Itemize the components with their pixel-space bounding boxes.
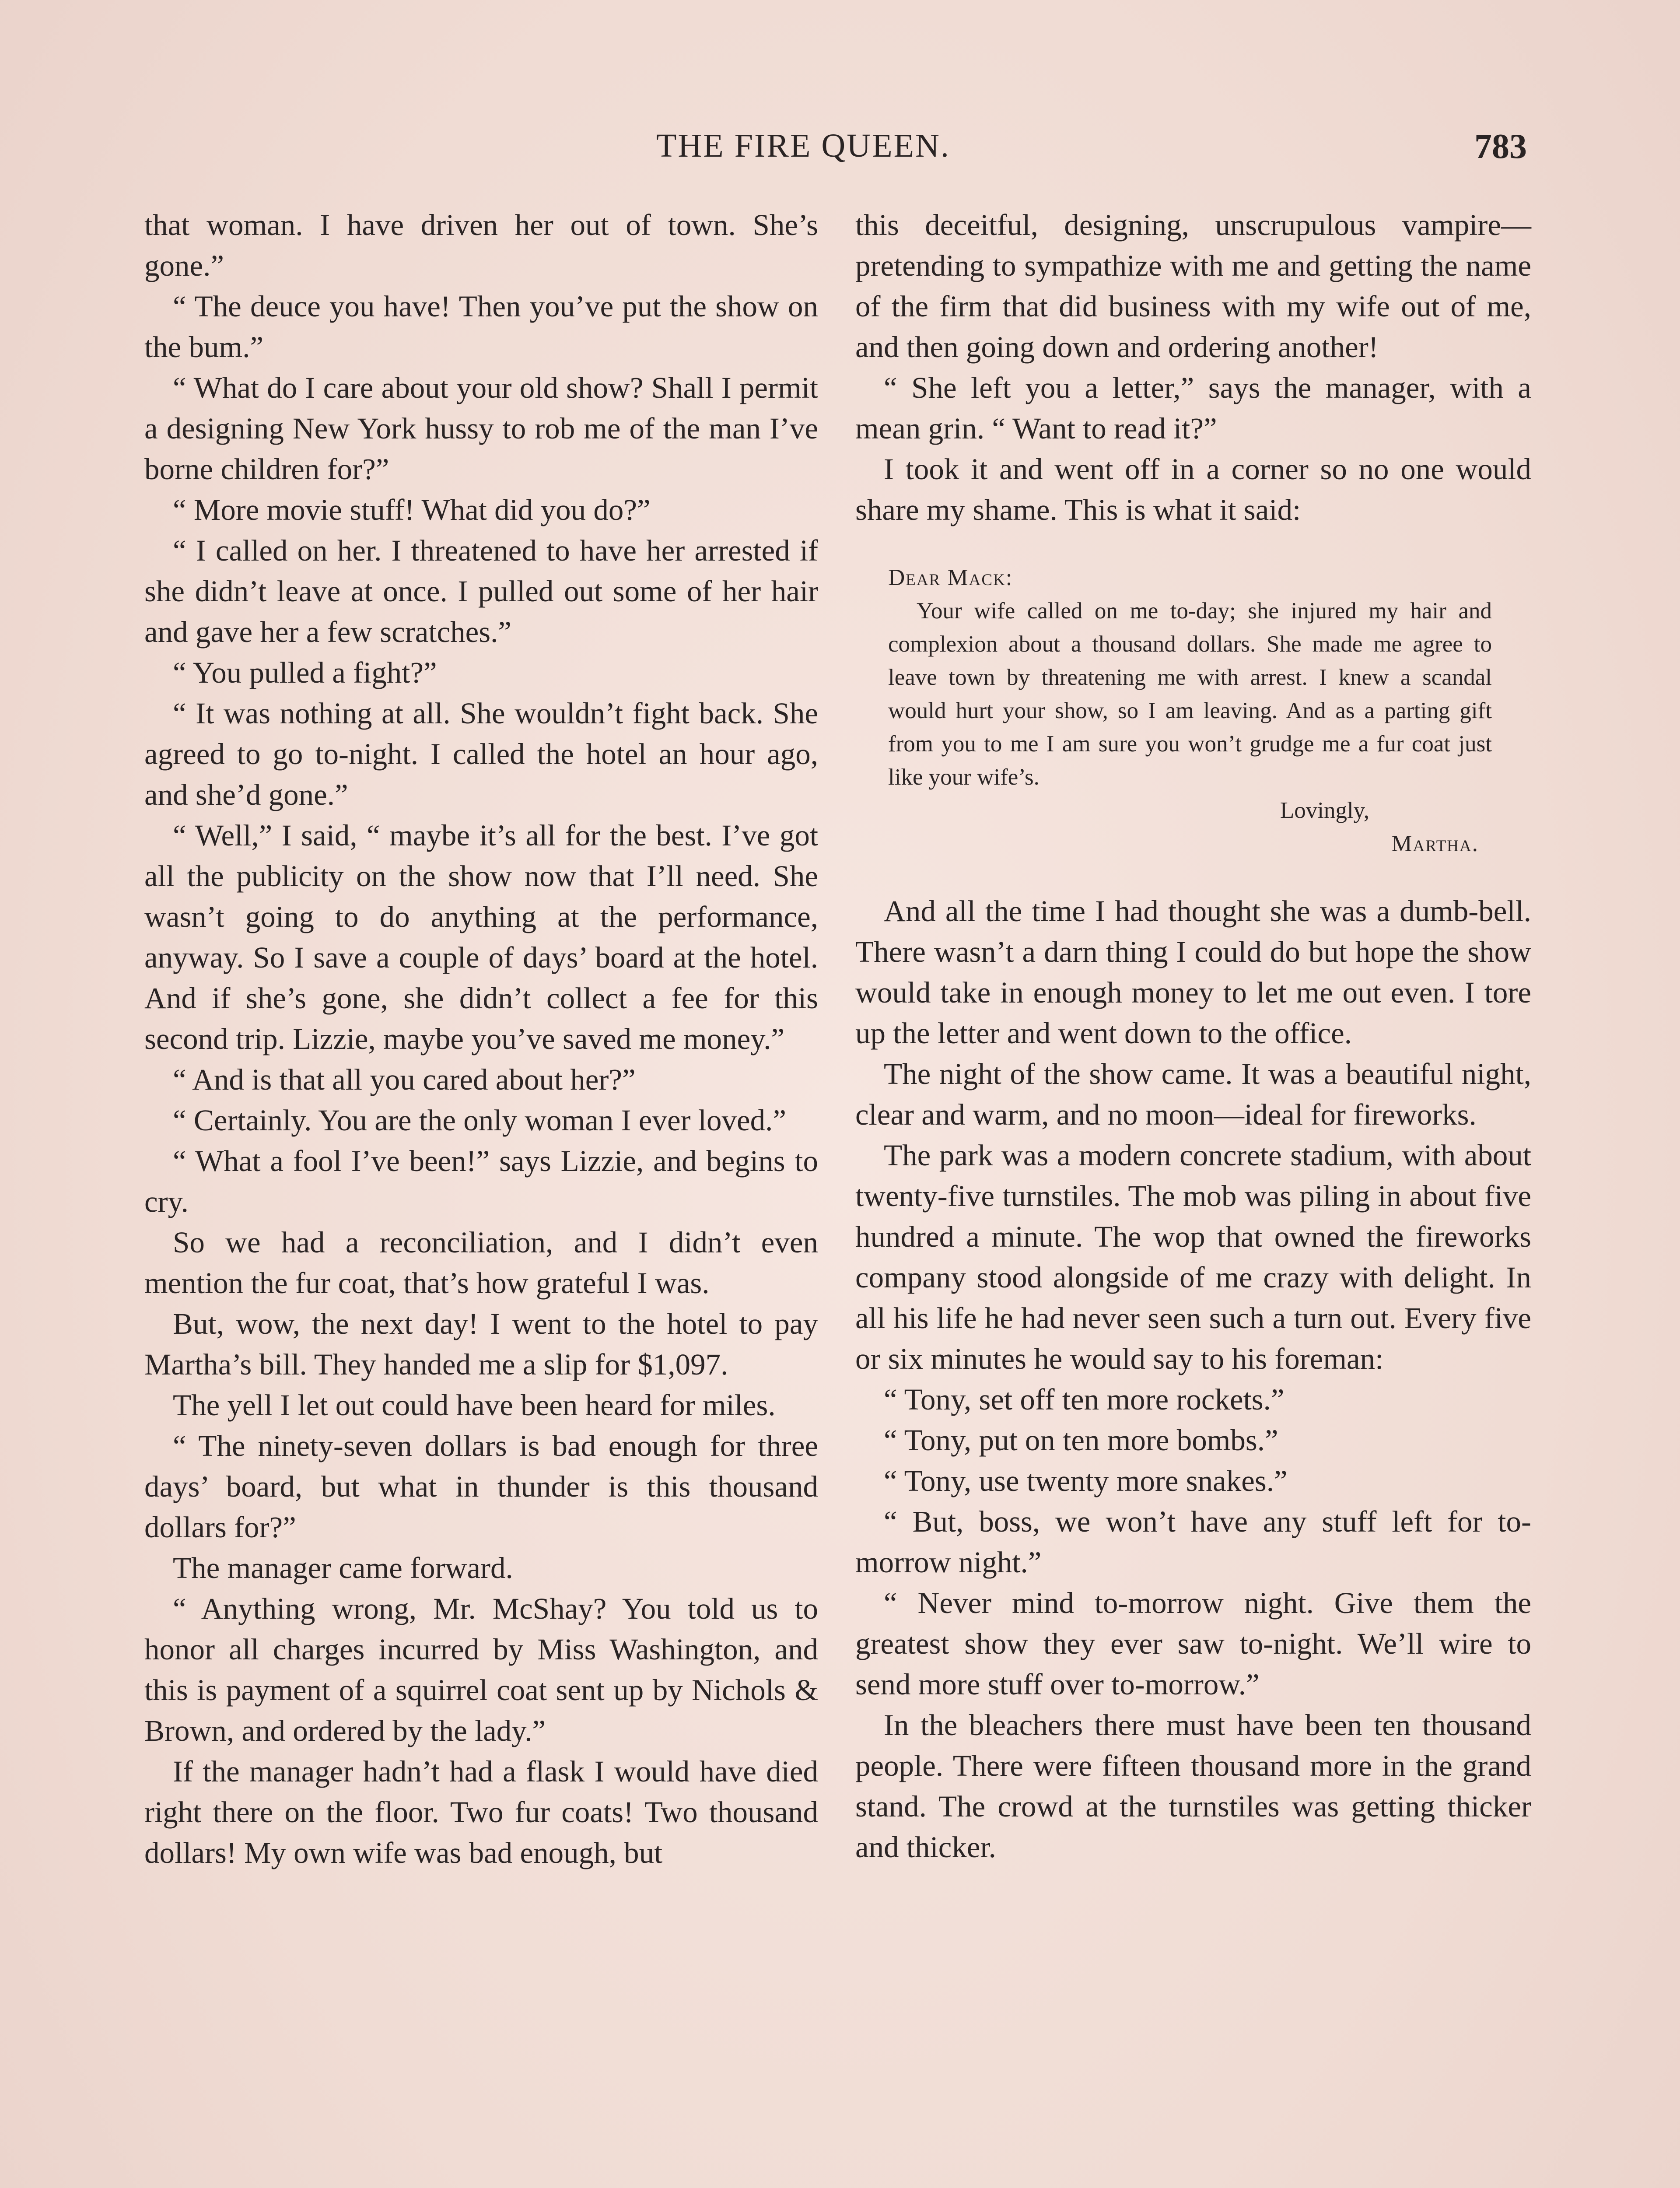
paragraph: “ The deuce you have! Then you’ve put the show on the bum.”: [144, 290, 818, 364]
paragraph: And all the time I had thought she was a dumb-bell. There wasn’t a darn thing I could do but hope the show would take in enough money to let me out even. I tore up the letter and went down to the office.: [855, 894, 1531, 1050]
paragraph: But, wow, the next day! I went to the hotel to pay Martha’s bill. They handed me a slip for $1,097.: [144, 1307, 818, 1381]
paragraph: The yell I let out could have been heard for miles.: [173, 1389, 776, 1422]
paragraph: In the bleachers there must have been ten thousand people. There were fifteen thousand more in the grand stand. The crowd at the turnstiles was getting thicker and thicker.: [855, 1708, 1531, 1864]
paragraph: “ But, boss, we won’t have any stuff left for to-morrow night.”: [855, 1505, 1531, 1579]
paragraph: The night of the show came. It was a beautiful night, clear and warm, and no moon—ideal for fireworks.: [855, 1057, 1531, 1131]
running-title: THE FIRE QUEEN.: [656, 127, 950, 164]
paragraph: “ What a fool I’ve been!” says Lizzie, and begins to cry.: [144, 1144, 818, 1218]
page-number: 783: [1474, 127, 1527, 166]
paragraph: “ The ninety-seven dollars is bad enough for three days’ board, but what in thunder is this thousand dollars for?”: [144, 1429, 818, 1544]
paragraph: “ It was nothing at all. She wouldn’t fight back. She agreed to go to-night. I called the hotel an hour ago, and she’d gone.”: [144, 697, 818, 811]
page-header: [0, 127, 1680, 175]
paragraph: If the manager hadn’t had a flask I would have died right there on the floor. Two fur coats! Two thousand dollars! My own wife was bad enough, but: [144, 1755, 818, 1869]
paragraph: “ Never mind to-morrow night. Give them the greatest show they ever saw to-night. We’ll wire to send more stuff over to-morrow.”: [855, 1586, 1531, 1701]
left-column: [144, 205, 818, 1873]
paragraph: “ I called on her. I threatened to have her arrested if she didn’t leave at once. I pulled out some of her hair and gave her a few scratches.”: [144, 534, 818, 649]
paragraph: “ Well,” I said, “ maybe it’s all for the best. I’ve got all the publicity on the show now that I’ll need. She wasn’t going to do anything at the performance, anyway. So I save a couple of days’ board at the hotel. And if she’s gone, she didn’t collect a fee for this second trip. Lizzie, maybe you’ve saved me money.”: [144, 819, 818, 1055]
paragraph: “ Tony, use twenty more snakes.”: [884, 1464, 1288, 1497]
paragraph: that woman. I have driven her out of town. She’s gone.”: [144, 208, 818, 282]
paragraph: “ You pulled a fight?”: [173, 656, 437, 689]
paragraph: this deceitful, designing, unscrupulous vampire—pretending to sympathize with me and getting the name of the firm that did business with my wife out of me, and then going down and ordering another!: [855, 208, 1531, 364]
quoted-letter: [888, 561, 1492, 860]
letter-salutation: Dear Mack:: [888, 565, 1013, 590]
letter-closing: Lovingly,: [1280, 798, 1369, 823]
right-column: [855, 205, 1531, 1868]
paragraph: So we had a reconciliation, and I didn’t even mention the fur coat, that’s how grateful I was.: [144, 1226, 818, 1300]
letter-signature: Martha.: [1391, 831, 1479, 856]
paragraph: “ Tony, put on ten more bombs.”: [884, 1424, 1278, 1457]
letter-body: Your wife called on me to-day; she injured my hair and complexion about a thousand dollars. She made me agree to leave town by threatening me with arrest. I knew a scandal would hurt your show, so I am leaving. And as a parting gift from you to me I am sure you won’t grudge me a fur coat just like your wife’s.: [888, 598, 1492, 790]
paragraph: The park was a modern concrete stadium, with about twenty-five turnstiles. The mob was piling in about five hundred a minute. The wop that owned the fireworks company stood alongside of me crazy with delight. In all his life he had never seen such a turn out. Every five or six minutes he would say to his foreman:: [855, 1139, 1531, 1375]
paragraph: “ What do I care about your old show? Shall I permit a designing New York hussy to rob me of the man I’ve borne children for?”: [144, 371, 818, 486]
paragraph: “ And is that all you cared about her?”: [173, 1063, 636, 1096]
paragraph: “ Anything wrong, Mr. McShay? You told us to honor all charges incurred by Miss Washington, and this is payment of a squirrel coat sent up by Nichols & Brown, and ordered by the lady.”: [144, 1592, 818, 1747]
paragraph: “ More movie stuff! What did you do?”: [173, 493, 651, 526]
paragraph: “ She left you a letter,” says the manager, with a mean grin. “ Want to read it?”: [855, 371, 1531, 445]
paragraph: I took it and went off in a corner so no one would share my shame. This is what it said:: [855, 452, 1531, 526]
paragraph: “ Tony, set off ten more rockets.”: [884, 1383, 1284, 1416]
paragraph: “ Certainly. You are the only woman I ever loved.”: [173, 1104, 786, 1137]
paragraph: The manager came forward.: [173, 1551, 513, 1585]
